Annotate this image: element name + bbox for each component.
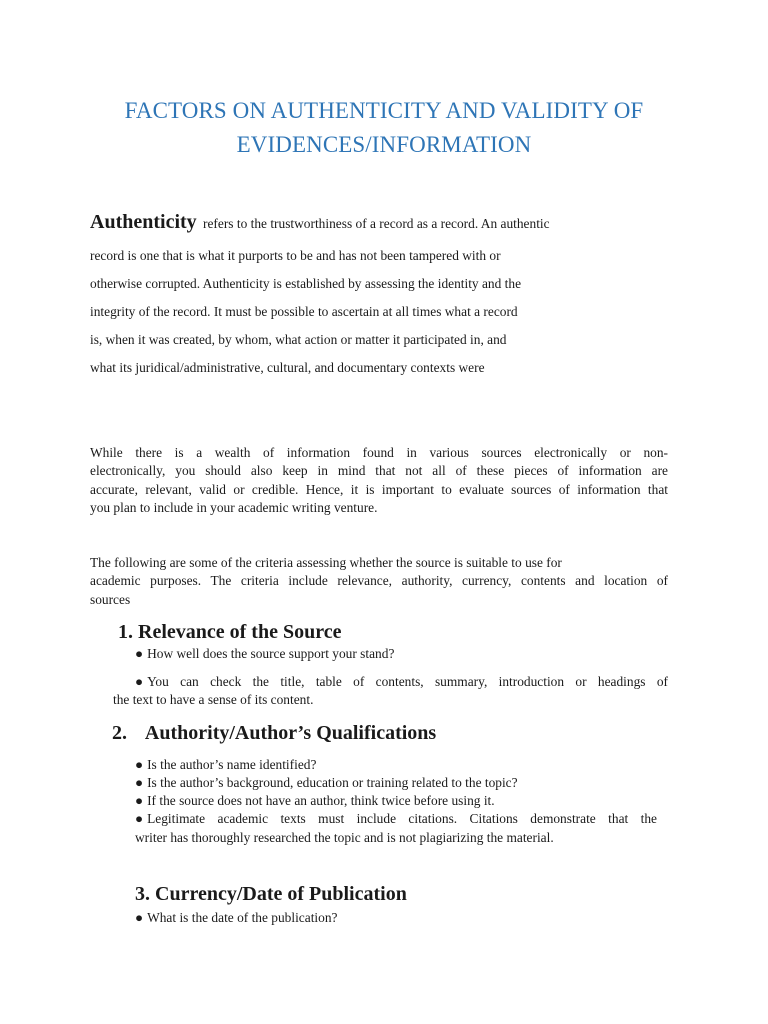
document-title-line-1: FACTORS ON AUTHENTICITY AND VALIDITY OF [124, 98, 644, 123]
authority-bullet-4-continuation: writer has thoroughly researched the topic and is not plagiarizing the material. [135, 830, 554, 845]
bullet-text: Legitimate academic texts must include citations. Citations demonstrate that the [147, 811, 657, 826]
bullet-text: What is the date of the publication? [147, 910, 338, 925]
section-number: 2. [112, 722, 127, 744]
intro-paragraph-line-4: you plan to include in your academic writing venture. [90, 500, 378, 515]
authority-bullet-4 [135, 810, 657, 828]
bullet-icon: ● [135, 646, 144, 661]
relevance-bullet-2 [135, 673, 668, 691]
section-title: Currency/Date of Publication [155, 883, 407, 905]
section-title: Relevance of the Source [138, 621, 342, 643]
bullet-icon: ● [135, 775, 144, 790]
section-title: Authority/Author’s Qualifications [144, 722, 437, 744]
authenticity-line-1 [90, 213, 710, 233]
currency-bullet-1 [135, 909, 337, 927]
relevance-bullet-1 [135, 645, 394, 663]
bullet-text: You can check the title, table of contents, summary, introduction or headings of [147, 674, 668, 689]
authenticity-line-3: otherwise corrupted. Authenticity is established by assessing the identity and the [90, 276, 522, 291]
section-heading-currency [135, 881, 407, 907]
authority-bullet-2 [135, 774, 518, 792]
bullet-text: If the source does not have an author, think twice before using it. [147, 793, 495, 808]
section-heading-relevance [118, 619, 341, 645]
relevance-bullet-2-continuation: the text to have a sense of its content. [113, 692, 314, 707]
bullet-icon: ● [135, 757, 144, 772]
criteria-paragraph-line-2: academic purposes. The criteria include relevance, authority, currency, contents and location of [90, 573, 668, 588]
intro-paragraph-line-1: While there is a wealth of information found in various sources electronically or non- [90, 445, 668, 460]
authenticity-line-6: what its juridical/administrative, cultural, and documentary contexts were [90, 360, 485, 375]
document-title-line-2: EVIDENCES/INFORMATION [236, 132, 532, 157]
section-number: 1. [118, 621, 133, 643]
bullet-icon: ● [135, 674, 144, 689]
authenticity-line-5: is, when it was created, by whom, what action or matter it participated in, and [90, 332, 507, 347]
authenticity-line-2: record is one that is what it purports to be and has not been tampered with or [90, 248, 501, 263]
bullet-text: How well does the source support your stand? [147, 646, 395, 661]
bullet-icon: ● [135, 910, 144, 925]
authenticity-definition-start: refers to the trustworthiness of a record as a record. An authentic [203, 216, 550, 231]
authority-bullet-1 [135, 756, 316, 774]
bullet-text: Is the author’s background, education or training related to the topic? [147, 775, 518, 790]
authenticity-term: Authenticity [90, 211, 197, 233]
criteria-paragraph-line-1: The following are some of the criteria assessing whether the source is suitable to use for [90, 555, 562, 570]
section-number: 3. [135, 883, 150, 905]
intro-paragraph-line-3: accurate, relevant, valid or credible. Hence, it is important to evaluate sources of information that [90, 482, 668, 497]
bullet-text: Is the author’s name identified? [147, 757, 317, 772]
bullet-icon: ● [135, 811, 144, 826]
authenticity-line-4: integrity of the record. It must be possible to ascertain at all times what a record [90, 304, 518, 319]
criteria-paragraph-line-3: sources [90, 592, 131, 607]
bullet-icon: ● [135, 793, 144, 808]
intro-paragraph-line-2: electronically, you should also keep in mind that not all of these pieces of information are [90, 463, 668, 478]
section-heading-authority [112, 720, 436, 746]
authority-bullet-3 [135, 792, 495, 810]
